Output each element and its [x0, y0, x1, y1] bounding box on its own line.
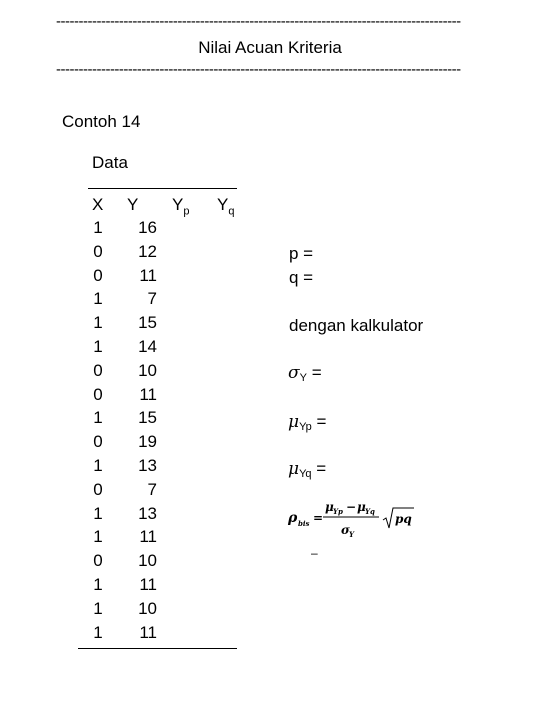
p-label: p =: [289, 244, 314, 263]
cell-x: 1: [93, 503, 103, 523]
table-row: [78, 266, 168, 290]
cell-x: 1: [93, 575, 103, 594]
table-row: [78, 480, 168, 504]
cell-x: 0: [93, 432, 103, 452]
cell-y: 11: [139, 575, 157, 594]
cell-x: 0: [93, 551, 103, 571]
point-biserial-formula: [286, 494, 426, 544]
sigma-y-label: σY =: [288, 363, 322, 384]
cell-y: 14: [138, 337, 157, 356]
formula-rho-sub: bis: [298, 519, 310, 528]
cell-y: 10: [138, 360, 157, 380]
table-row: [78, 623, 168, 647]
cell-x: 1: [93, 289, 103, 309]
cell-x: 1: [93, 456, 103, 475]
formula-mu-p: μ: [325, 500, 334, 514]
column-header-yq: $Y_q$: [217, 195, 235, 218]
table-row: [78, 313, 168, 337]
table-row: [78, 289, 168, 313]
table-row: [78, 408, 168, 432]
mu-yp-label: μYp =: [288, 412, 327, 433]
cell-x: 1: [93, 527, 103, 547]
bottom-dashed-rule: ------------------------------------------------------------------------------------------: [56, 62, 461, 77]
cell-y: 13: [138, 503, 157, 523]
cell-x: 0: [93, 384, 103, 404]
cell-y: 13: [138, 456, 157, 475]
table-row: [78, 456, 168, 480]
cell-y: 10: [138, 551, 157, 571]
top-dashed-rule: ------------------------------------------------------------------------------------------: [56, 14, 461, 29]
table-row: [78, 575, 168, 599]
column-header-y: Y: [127, 195, 139, 214]
table-row: [78, 527, 168, 551]
cell-y: 7: [147, 479, 157, 499]
cell-y: 11: [139, 265, 157, 285]
table-row: [78, 385, 168, 409]
cell-y: 10: [138, 598, 157, 618]
svg-text:Yp: Yp: [333, 507, 343, 516]
table-row: [78, 599, 168, 623]
table-row: [78, 337, 168, 361]
cell-y: 12: [138, 241, 157, 261]
cell-y: 11: [139, 527, 157, 547]
cell-y: 15: [138, 313, 157, 333]
q-label: q =: [289, 268, 314, 287]
formula-rho: ρ: [288, 510, 298, 526]
mu-yq-label: μYq =: [288, 459, 327, 480]
cell-y: 7: [147, 289, 157, 309]
table-row: [78, 242, 168, 266]
section-label: Contoh 14: [62, 112, 141, 131]
formula-mu-q: μ: [357, 500, 366, 514]
cell-y: 15: [138, 408, 157, 428]
cell-x: 1: [93, 337, 103, 356]
table-row: [78, 218, 168, 242]
stray-dash: –: [311, 546, 318, 560]
cell-x: 0: [93, 241, 103, 261]
table-row: [78, 551, 168, 575]
page-title: Nilai Acuan Kriteria: [198, 38, 342, 57]
cell-x: 1: [93, 598, 103, 618]
cell-y: 19: [138, 432, 157, 452]
formula-sigma: σ: [341, 523, 350, 537]
data-label: Data: [92, 153, 128, 172]
cell-y: 16: [138, 218, 157, 237]
svg-text:Yq: Yq: [365, 507, 375, 516]
cell-y: 11: [139, 622, 157, 642]
cell-x: 1: [93, 218, 103, 237]
column-header-x: X: [92, 195, 104, 214]
cell-x: 1: [93, 622, 103, 642]
column-header-yp: $Y_p$: [172, 195, 190, 218]
cell-x: 1: [93, 408, 103, 428]
cell-x: 0: [93, 479, 103, 499]
table-row: [78, 432, 168, 456]
formula-radicand: pq: [395, 512, 412, 526]
cell-x: 0: [93, 265, 103, 285]
table-row: [78, 361, 168, 385]
calculator-note: dengan kalkulator: [289, 316, 424, 335]
cell-x: 1: [93, 313, 103, 333]
svg-text:Y: Y: [349, 530, 354, 539]
table-bottom-rule: [78, 648, 237, 649]
svg-text:−: −: [346, 500, 357, 514]
table-row: [78, 504, 168, 528]
svg-text:=: =: [313, 511, 324, 525]
cell-y: 11: [139, 384, 157, 404]
cell-x: 0: [93, 360, 103, 380]
table-top-rule: [88, 188, 237, 189]
